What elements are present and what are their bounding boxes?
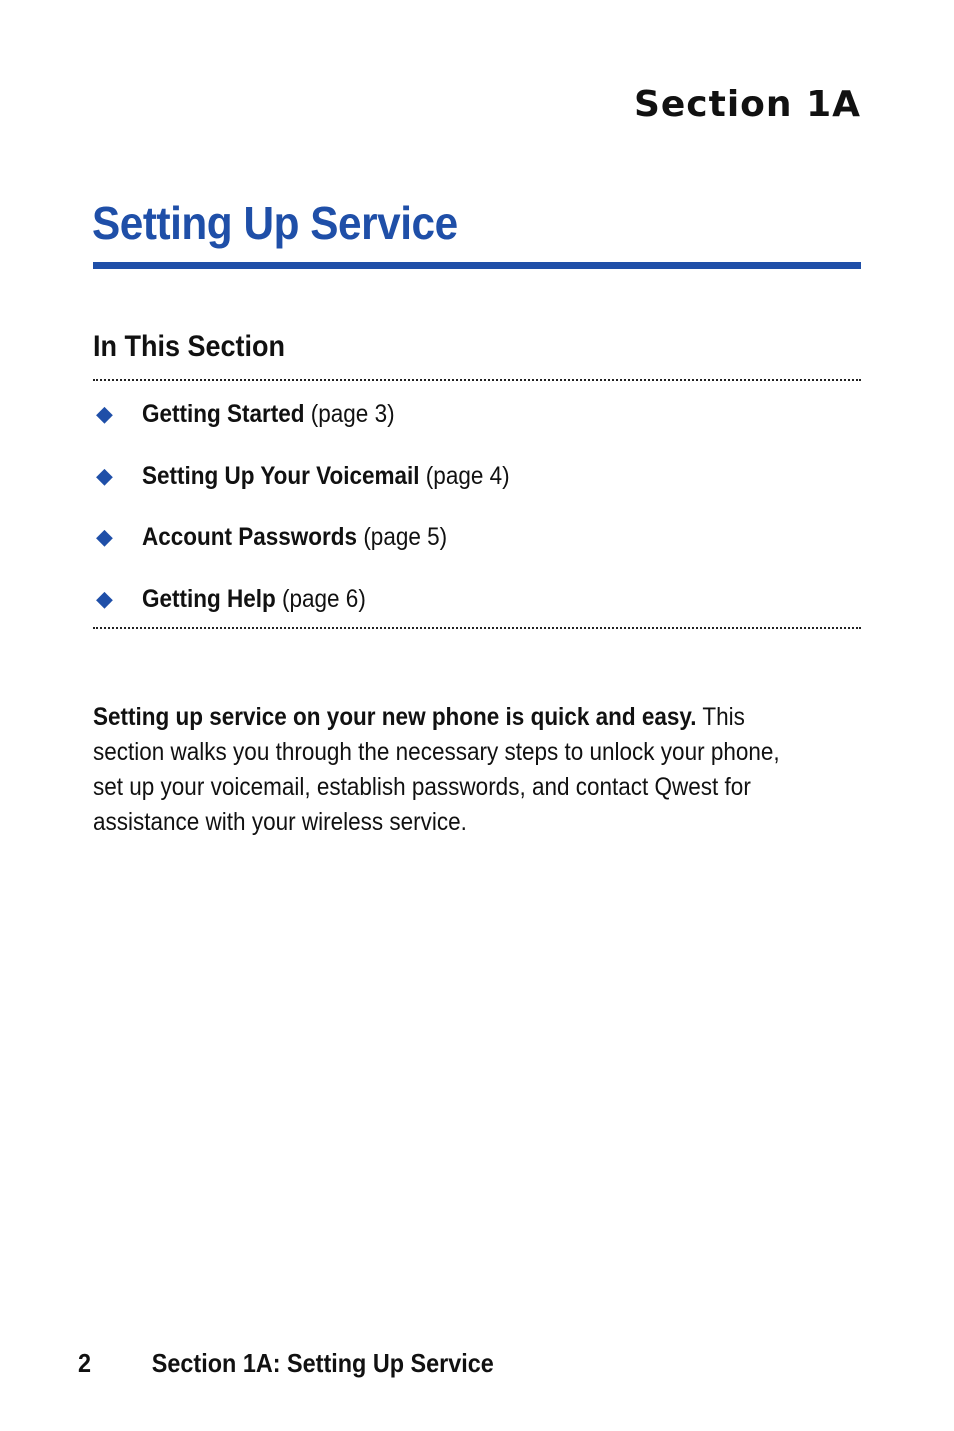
diamond-bullet-icon: ◆ [96, 585, 113, 611]
toc-item-text [142, 580, 366, 618]
toc-item-voicemail[interactable] [93, 457, 861, 519]
toc-bottom-divider [93, 627, 861, 629]
diamond-bullet-icon: ◆ [96, 524, 113, 549]
page-title: Setting Up Service [92, 197, 458, 249]
intro-paragraph [93, 700, 804, 840]
diamond-bullet-icon: ◆ [96, 401, 113, 426]
toc-item-name: Getting Started [142, 400, 305, 428]
toc-list [93, 395, 861, 641]
page-footer [78, 1348, 494, 1379]
toc-top-divider [93, 379, 861, 381]
in-this-section-heading: In This Section [93, 330, 286, 363]
toc-item-name: Setting Up Your Voicemail [142, 461, 420, 490]
toc-item-name: Getting Help [142, 584, 276, 613]
toc-item-account-passwords[interactable] [93, 518, 861, 580]
intro-lead: Setting up service on your new phone is quick and easy. [93, 703, 697, 731]
toc-item-getting-help[interactable] [93, 580, 861, 642]
toc-item-text [142, 518, 447, 556]
toc-item-page: (page 4) [425, 461, 510, 490]
intro-body: This section walks you through the necessary steps to unlock your phone, set up your voicemail, establish passwords, and contact Qwest for assistance with your wireless service. [93, 703, 780, 836]
toc-item-getting-started[interactable] [93, 395, 861, 457]
diamond-bullet-icon: ◆ [96, 462, 113, 488]
toc-item-page: (page 3) [310, 400, 395, 428]
toc-item-name: Account Passwords [142, 523, 358, 551]
title-divider [93, 262, 861, 269]
toc-item-text [142, 457, 510, 495]
toc-item-page: (page 6) [282, 584, 366, 613]
running-title: Section 1A: Setting Up Service [151, 1348, 494, 1378]
toc-item-text [142, 395, 395, 433]
section-label: Section 1A [633, 84, 861, 125]
page-number: 2 [78, 1348, 92, 1378]
toc-item-page: (page 5) [363, 523, 448, 551]
